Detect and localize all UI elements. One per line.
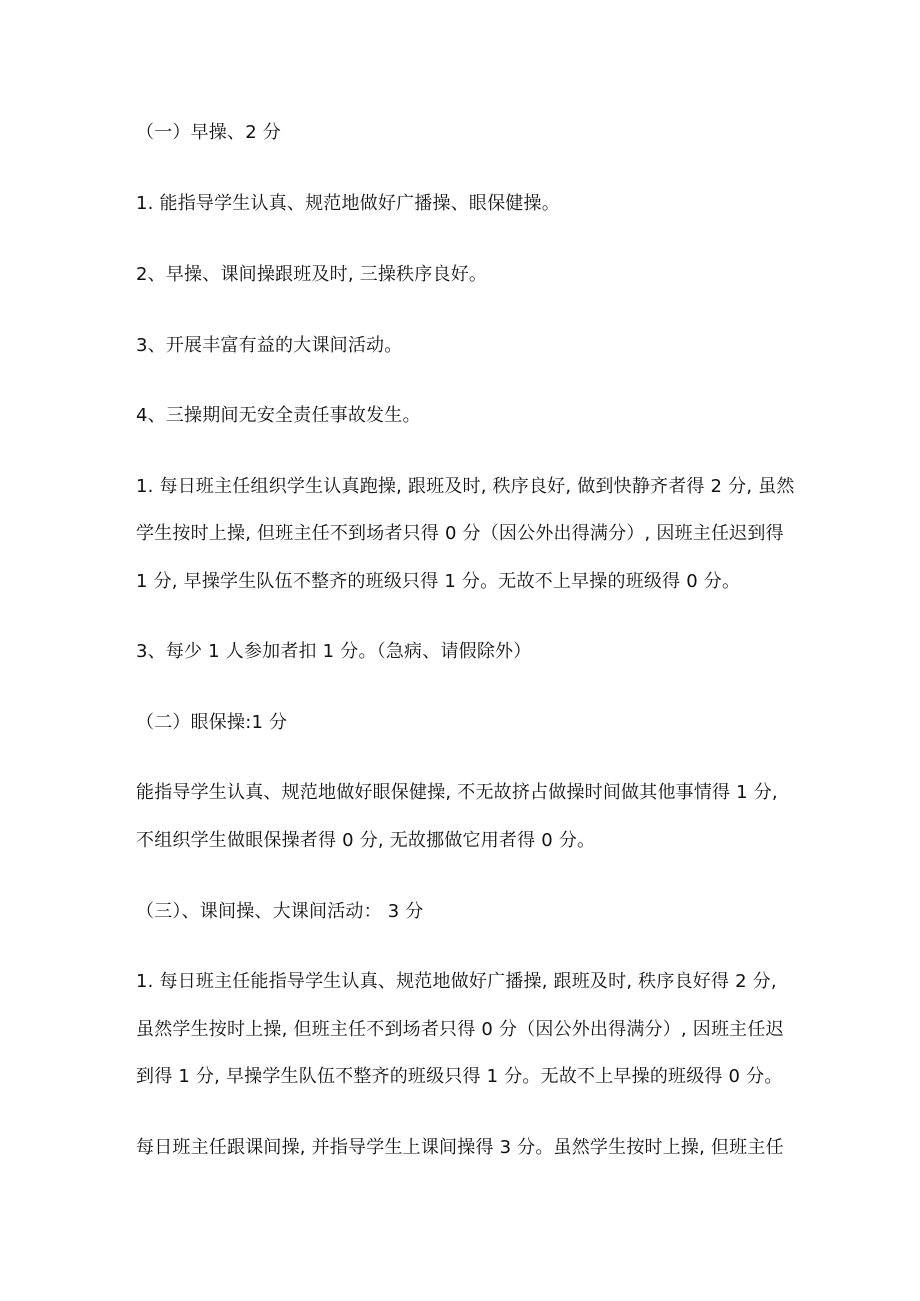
paragraph-line: 2、早操、课间操跟班及时, 三操秩序良好。 bbox=[136, 264, 488, 285]
section-heading-eye-exercise: （二）眼保操:1 分 bbox=[136, 712, 288, 733]
paragraph-line: 1. 每日班主任能指导学生认真、规范地做好广播操, 跟班及时, 秩序良好得 2 分, bbox=[136, 971, 777, 992]
paragraph-line: 每日班主任跟课间操, 并指导学生上课间操得 3 分。虽然学生按时上操, 但班主任 bbox=[136, 1137, 784, 1158]
paragraph-line: 3、每少 1 人参加者扣 1 分。（急病、请假除外） bbox=[136, 641, 532, 662]
paragraph-line: 不组织学生做眼保操者得 0 分, 无故挪做它用者得 0 分。 bbox=[136, 830, 596, 851]
paragraph-line: 1. 能指导学生认真、规范地做好广播操、眼保健操。 bbox=[136, 193, 560, 214]
paragraph-line: 学生按时上操, 但班主任不到场者只得 0 分（因公外出得满分）, 因班主任迟到得 bbox=[136, 523, 784, 544]
paragraph-line: 4、三操期间无安全责任事故发生。 bbox=[136, 405, 421, 426]
paragraph-line: 1 分, 早操学生队伍不整齐的班级只得 1 分。无故不上早操的班级得 0 分。 bbox=[136, 571, 741, 592]
paragraph-line: 虽然学生按时上操, 但班主任不到场者只得 0 分（因公外出得满分）, 因班主任迟 bbox=[136, 1019, 784, 1040]
section-heading-morning-exercise: （一）早操、2 分 bbox=[136, 122, 281, 143]
paragraph-line: 到得 1 分, 早操学生队伍不整齐的班级只得 1 分。无故不上早操的班级得 0 分。 bbox=[136, 1066, 783, 1087]
paragraph-line: 能指导学生认真、规范地做好眼保健操, 不无故挤占做操时间做其他事情得 1 分, bbox=[136, 782, 778, 803]
paragraph-line: 1. 每日班主任组织学生认真跑操, 跟班及时, 秩序良好, 做到快静齐者得 2 分, 虽然 bbox=[136, 476, 795, 497]
section-heading-break-exercise: （三）、课间操、大课间活动： 3 分 bbox=[136, 901, 424, 922]
paragraph-line: 3、开展丰富有益的大课间活动。 bbox=[136, 335, 403, 356]
